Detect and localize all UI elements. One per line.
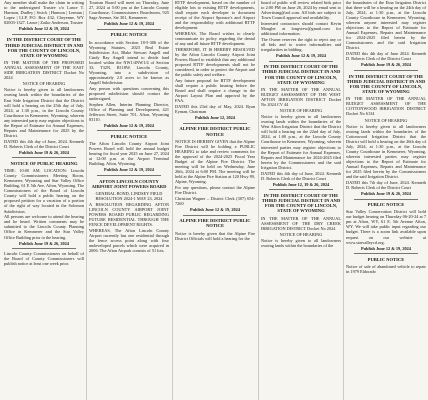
notice-column-2	[89, 0, 169, 400]
notice-title: PUBLIC NOTICE	[367, 256, 405, 262]
notice-heading: NOTICE OF HEARING	[279, 231, 323, 237]
notice-separator	[12, 34, 76, 35]
notice-paragraph: Christian Wagner – District Clerk (307) 654-7260	[175, 195, 255, 206]
notice-separator	[12, 248, 76, 249]
notice-title: PUBLIC NOTICE	[110, 32, 148, 38]
notice-paragraph: IN THE MATTER OF THE ANNUAL BUDGET ASSESSMENT OF THE COTTONWOOD IRRIGATION DISTRICT Docket No 6134	[346, 96, 426, 117]
notice-paragraph: Stephen Allen, Interim Planning Director, Office of Planning and Development, 421 Jefferson Street, Suite 701, Afton, Wyoming 83110.	[89, 101, 169, 122]
notice-paragraph: Notice is hereby given to all landowners owning lands within the boundaries of the West Afton Irrigation District that the District will hold a hearing on the 22nd day of July, 2024, at 1:00 p.m., at the Lincoln County Courthouse in Kemmerer, Wyoming, wherein interested parties may register objections to the Report of Estimate for Annual Expenses, Repairs and Maintenance for 2024-2025 filed herein by the Commissioners and the said Irrigation District.	[261, 114, 341, 170]
notice-title: AFTON LINCOLN COUNTY AIRPORT JOINT POWERS BOARD	[91, 178, 167, 189]
notice-paragraph: IN THE MATTER OF THE ANNUAL BUDGET ASSESSMENT OF THE WEST AFTON IRRIGATION DISTRICT Docket No 2024 CV 44	[261, 87, 341, 108]
notice-paragraph: IN THE MATTER OF THE ANNUAL ASSESSMENT OF THE DRY CREEK IRRIGATION DISTRICT Docket No 2024	[261, 215, 341, 231]
notice-title: IN THE DISTRICT COURT OF THE THIRD JUDICIAL DISTRICT IN AND FOR THE COUNTY OF LINCOLN, STATE OF WYOMING	[346, 73, 426, 95]
column-divider	[86, 0, 87, 400]
publish-dates: Publish June 19 & 26, 2024	[361, 190, 411, 196]
notice-paragraph: Any member shall make the claim in writing to the undersigned Trustee c/o Lance T. Harmon, Dudley | Swick | Harmon | Lerman | Lopez | LLP, P.O. Box 432, Cheyenne, WY 82003-1327. Lance | Zaiko Anderson, Trustee	[4, 0, 84, 26]
notice-title: ALPINE FIRE DISTRICT PUBLIC NOTICE	[179, 126, 251, 137]
notice-paragraph: In accordance with Section 18-5-306 of the Wyoming Statutes, 2023 Real Estate Subdivision Act, Blake Stewart Angell and Cindy Ray Angell intend to divide land located within the NW1/4NW1/4 of Section 33, T32N, R118W, Lincoln County, Wyoming, into a subdivision of approximately 2.0 acres to be known as Angell Subdivision.	[89, 39, 169, 85]
notice-paragraph: Notice is hereby given to all landowners owning lands within the boundaries of the East Side Irrigation District that the District will hold a hearing on the 25th day of July, 2024, at 1:30 p.m., in the Lincoln County Courthouse in Kemmerer, Wyoming, wherein any interested party may register objections to the Report of Estimate for Annual Expenses, Repairs and Maintenance for 2025 by the District.	[4, 87, 84, 138]
notice-heading: NOTICE OF HEARING	[22, 81, 66, 87]
notice-paragraph: WHEREAS, The Board wishes to clearly communicate its policy regarding the denial of any and all future RTTF development.	[175, 31, 255, 47]
notice-title: PUBLIC NOTICE	[367, 202, 405, 208]
notice-title: NOTICE OF PUBLIC HEARING	[10, 160, 78, 166]
publish-dates: Publish June 12 & 19, 2024	[190, 206, 240, 212]
notice-paragraph: Any person with questions concerning this proposed subdivision should contact the undersigned.	[89, 85, 169, 101]
publish-dates: Publish June 12, 19 & 26, 2024	[272, 181, 330, 187]
notice-title: PUBLIC NOTICE	[110, 134, 148, 140]
notice-title: IN THE DISTRICT COURT OF THE THIRD JUDICIAL DISTRICT IN AND FOR THE COUNTY OF LINCOLN, STATE OF WYOMING	[4, 37, 84, 58]
notice-separator	[97, 130, 161, 131]
notice-column-4	[261, 0, 341, 400]
notice-separator	[354, 253, 418, 254]
notice-heading: NOTICE OF HEARING	[364, 117, 408, 123]
notice-separator	[183, 123, 247, 124]
publish-dates: Publish June 12 & 19, 2024	[19, 26, 69, 32]
notice-paragraph: Notice is hereby given that the Alpine Fire District Officials will hold a hearing for the	[175, 230, 255, 241]
notice-separator	[269, 61, 333, 62]
notice-title: ALPINE FIRE DISTRICT PUBLIC NOTICE	[179, 218, 251, 229]
notice-separator	[12, 157, 76, 158]
publish-dates: Publish June 12 & 19, 2024	[104, 167, 154, 173]
notice-heading: NOTICE OF HEARING	[279, 108, 323, 114]
publish-dates: Publish June 12 & 19, 2024	[276, 53, 326, 59]
notice-paragraph: The Afton Lincoln County Airport Joint Powers Board will hold the annual budget hearing for fiscal year 2025 on June 27, 2024 at 12:00 p.m. at the Airport Terminal Building, Afton, Wyoming.	[89, 141, 169, 167]
notice-paragraph: Tourism Board will meet on Thursday, June 27, 2024 at 5:00 pm at the Lincoln County Courthouse, Commissioners Boardroom, 925 Sage Avenue, Ste 301, Kemmerer.	[89, 0, 169, 21]
notice-paragraph: TIME: 10:00 AM. LOCATION: Lincoln County Commissioners Meeting Room, Kemmerer, Wyoming and Star Valley Office Building, 61 E 5th Ave, Afton, Wyoming. The Commissioners of the Board of Lincoln County will hold a public hearing on the proposed petition for a vacation of a portion of the right of way located in the Solomon Subdivision.	[4, 168, 84, 214]
publish-dates: Publish June 19 & 26, 2024	[361, 62, 411, 68]
notice-paragraph: DATED this 4th day of June 2024. Kenneth D. Roberts Clerk of the District Court	[346, 51, 426, 62]
publish-dates: Publish June 19 & 26, 2024	[19, 240, 69, 246]
notice-paragraph: Any future proposal for RTTF development shall require a public hearing before the Board and shall require a change in the Airport Layout Plan and approval by the FAA.	[175, 78, 255, 104]
notice-paragraph: Interested contractors should contact Kevin Mougler at longview@gmail.com for additional information.	[261, 20, 341, 37]
notice-separator	[354, 70, 418, 71]
publish-dates: Publish June 12 & 19, 2024	[361, 245, 411, 251]
notice-paragraph: Star Valley Conservation District will hold our budget hearing on Thursday 06-20-24 at 7 pm at Afton, WY, 61 E. 5th Avenue Afton, WY. We will take public input regarding our budget. There is a zoom link available upon request on our website at www.starvalleycd.org.	[346, 209, 426, 245]
notice-column-1	[4, 0, 84, 400]
notice-paragraph: For any questions, please contact the Alpine Fire District.	[175, 184, 255, 196]
notice-paragraph: DATED this 23rd day of May, 2024. Ryan Eyman, Chairman	[175, 104, 255, 115]
notice-separator	[97, 29, 161, 30]
notice-separator	[354, 199, 418, 200]
column-divider	[172, 0, 173, 400]
notice-heading: GENERAL BOND, LINDSEY FIELD RESOLUTION 2024-1 MAY 23, 2024	[95, 191, 163, 202]
notice-separator	[97, 175, 161, 176]
notice-paragraph: DATED this 4th day of June, 2024. Kenneth D. Roberts Clerk of the District Court	[261, 170, 341, 181]
column-divider	[343, 0, 344, 400]
notice-paragraph: RTTF development, based on the number of eligible lots to existing RTTF developments, shall require each developer to document receipt of the Airport Sponsor's and Airport and the responsibility with additional RTTF development.	[175, 0, 255, 31]
notice-separator	[183, 215, 247, 216]
notice-paragraph: All persons are welcome to attend the hearing and be heard. Written comments may be submitted to the Lincoln County Planning Office in Kemmerer and the Star Valley Office Building prior to the hearing.	[4, 214, 84, 240]
notice-title: IN THE DISTRICT COURT OF THE THIRD JUDICIAL DISTRICT IN AND FOR THE COUNTY OF LINCOLN, STATE OF WYOMING	[261, 64, 341, 85]
publish-dates: Publish June 12, 2024	[195, 115, 235, 121]
notice-paragraph: IN THE MATTER OF THE PROPOSED ANNUAL ASSESSMENT OF THE EAST SIDE IRRIGATION DISTRICT Docket No 2024	[4, 60, 84, 81]
notice-column-5	[346, 0, 426, 400]
notice-paragraph: Notice is hereby given to all landowners owning lands within the boundaries of the Cottonwood Irrigation District that the District will hold a hearing on the 26th day of July, 2024, at 1:30 p.m., at the Lincoln County Courthouse in Kemmerer, Wyoming, wherein interested parties may register objections to the Report of Estimate for Annual Expenses, Repairs and Maintenance for 2025 filed herein by the Commissioners and the said Irrigation District.	[346, 123, 426, 180]
notice-column-3	[175, 0, 255, 400]
notice-paragraph: Lincoln County Commissioners on behalf of the Board of County Commissioners will publish notice at least one week prior.	[4, 251, 84, 267]
column-divider	[258, 0, 259, 400]
notice-title: IN THE DISTRICT COURT OF THE THIRD JUDICIAL DISTRICT IN AND FOR THE COUNTY OF LINCOLN, STATE OF WYOMING	[261, 192, 341, 214]
publish-dates: Publish June 12 & 19, 2024	[104, 21, 154, 27]
notice-paragraph: board of public will review related bids prior to 2:00 PM on June 26, 2024 by email sent to Advertising@aol.com. All bids are subject to Town Council approval and availability.	[261, 0, 341, 21]
notice-paragraph: Notice is hereby given to all landowners owning lands within the boundaries of the	[261, 237, 341, 248]
notice-paragraph: the boundaries of the Etna Irrigation District that there will be a hearing on the 24th day of July, 2024, at 1:30 p.m., at the Lincoln County Courthouse in Kemmerer, Wyoming, wherein anyone interested may register objections to the Report of Estimate for Annual Expenses, Repairs and Maintenance for 2024-2025 filed herein by the Commissioners and the said Irrigation District.	[346, 0, 426, 51]
notice-paragraph: Notice of sale of abandoned vehicle to repair in 1979 Eldorado	[346, 263, 426, 275]
publish-dates: Publish June 12 & 19, 2024	[104, 122, 154, 128]
notice-paragraph: A RESOLUTION REGARDING AFTON LINCOLN COUNTY AIRPORT JOINT POWERS BOARD PUBLIC REGARDING FUTURE RESIDENTIAL THROUGH THE FENCE DEVELOPMENT RIGHTS.	[89, 202, 169, 228]
notice-paragraph: The Owner reserves the right to reject any or all bids and to waive informalities and irregularities in bidding.	[261, 36, 341, 53]
notice-paragraph: DATED this 7th day of June, 2024. Kenneth D. Roberts Clerk of the District Court	[346, 179, 426, 190]
notice-paragraph: NOTICE IS HEREBY GIVEN that the Alpine Fire District will be holding a PUBLIC HEARING to take and review comments for the approval of the 2024-2025 Fiscal Year Budget of the Alpine Fire District. The meeting will be held on Wednesday, June 26th, 2024 at 6:00 PM. The meeting will be held at the Alpine Fire Station at 120 Hwy 89, Alpine, Wyoming.	[175, 138, 255, 185]
notice-separator	[269, 189, 333, 190]
notice-paragraph: WHEREAS, The Afton Lincoln County Airport currently has one residential through the fence access point along with four undeveloped parcels which were acquired in 2006. The Afton Airpark consists of 51 lots.	[89, 228, 169, 254]
publish-dates: Publish June 19 & 26, 2024	[19, 149, 69, 155]
notice-paragraph: THEREFORE, IT IS HEREBY RESOLVED by the Afton Lincoln County Airport Joint Powers Board to establish that any additional proposed RTTF developments shall not be considered, in order to protect the Airport and the public safety and welfare.	[175, 47, 255, 78]
notice-paragraph: DATED this 4th day of June, 2024. Kenneth D. Roberts Clerk of the District Court	[4, 138, 84, 149]
